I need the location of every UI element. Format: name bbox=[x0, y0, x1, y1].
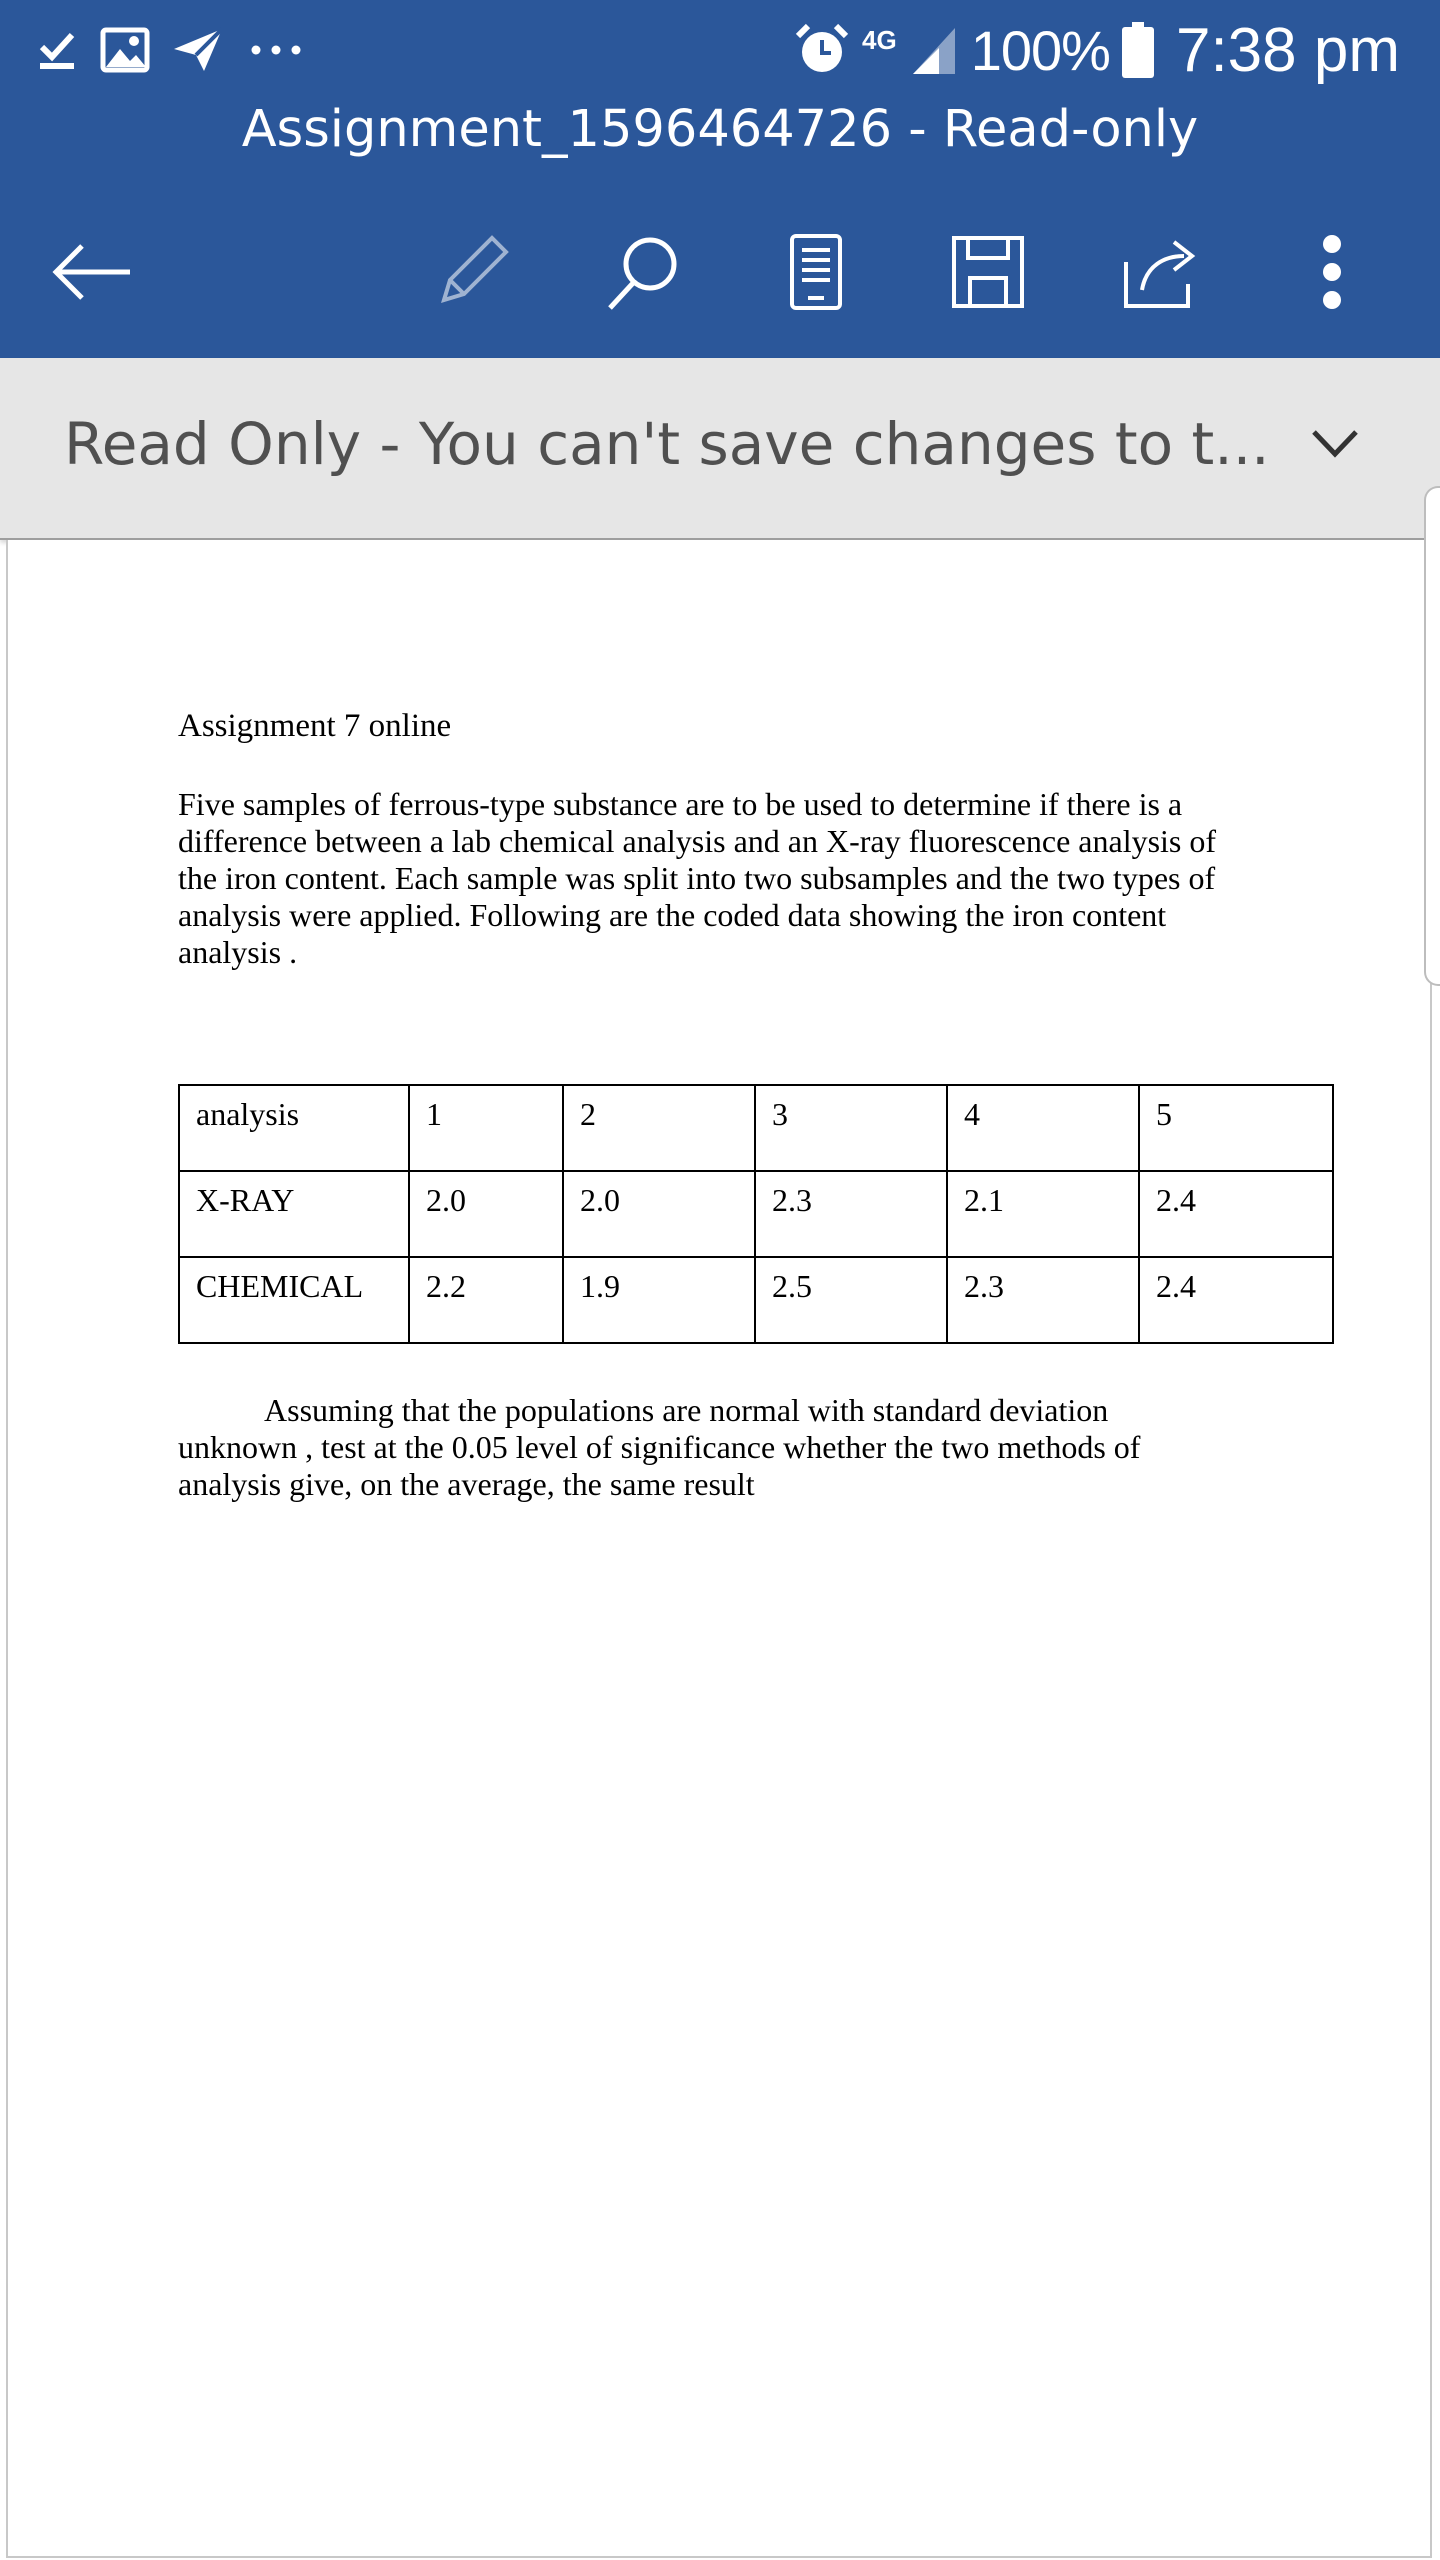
status-bar-right bbox=[794, 10, 1400, 90]
more-options-button[interactable] bbox=[1282, 222, 1382, 322]
save-button[interactable] bbox=[938, 222, 1038, 322]
table-cell: CHEMICAL bbox=[179, 1257, 409, 1343]
document-question: Assuming that the populations are normal with standard deviation unknown , test at the 0.05 level of significance whether the two methods of analysis give, on the average, the same result bbox=[178, 1392, 1141, 1502]
back-arrow-icon bbox=[50, 240, 134, 304]
table-cell: 2.3 bbox=[947, 1257, 1139, 1343]
table-row bbox=[179, 1257, 1333, 1343]
table-cell: X-RAY bbox=[179, 1171, 409, 1257]
table-cell: 2.0 bbox=[409, 1171, 563, 1257]
send-icon bbox=[172, 27, 224, 73]
mobile-view-icon bbox=[786, 232, 846, 312]
chevron-down-icon[interactable] bbox=[1300, 408, 1370, 478]
share-button[interactable] bbox=[1110, 222, 1210, 322]
more-vertical-icon bbox=[1320, 232, 1344, 312]
data-table bbox=[178, 1084, 1334, 1344]
scroll-handle[interactable] bbox=[1424, 486, 1440, 986]
document-title: Assignment_1596464726 - Read-only bbox=[241, 100, 1199, 159]
table-cell: 5 bbox=[1139, 1085, 1333, 1171]
save-icon bbox=[948, 232, 1028, 312]
table-cell: analysis bbox=[179, 1085, 409, 1171]
table-cell: 1.9 bbox=[563, 1257, 755, 1343]
table-header-row bbox=[179, 1085, 1333, 1171]
back-button[interactable] bbox=[42, 222, 142, 322]
table-cell: 2.1 bbox=[947, 1171, 1139, 1257]
edit-pencil-icon bbox=[430, 230, 514, 314]
table-cell: 2.3 bbox=[755, 1171, 947, 1257]
table-cell: 3 bbox=[755, 1085, 947, 1171]
table-cell: 4 bbox=[947, 1085, 1139, 1171]
status-bar-left bbox=[36, 18, 306, 82]
document-heading: Assignment 7 online bbox=[178, 708, 452, 744]
more-dots-icon bbox=[246, 40, 306, 60]
table-row bbox=[179, 1171, 1333, 1257]
image-icon bbox=[100, 27, 150, 73]
signal-icon bbox=[909, 24, 959, 76]
table-cell: 2.5 bbox=[755, 1257, 947, 1343]
edit-button[interactable] bbox=[422, 222, 522, 322]
read-only-banner[interactable] bbox=[0, 358, 1440, 540]
table-cell: 2.2 bbox=[409, 1257, 563, 1343]
app-header bbox=[0, 0, 1440, 358]
network-type: 4G bbox=[862, 24, 897, 55]
search-button[interactable] bbox=[592, 222, 692, 322]
battery-percent: 100% bbox=[970, 18, 1110, 82]
battery-icon bbox=[1122, 22, 1154, 78]
search-icon bbox=[600, 230, 684, 314]
clock: 7:38 pm bbox=[1175, 15, 1400, 85]
share-icon bbox=[1118, 232, 1202, 312]
table-cell: 2.4 bbox=[1139, 1257, 1333, 1343]
table-cell: 2 bbox=[563, 1085, 755, 1171]
mobile-view-button[interactable] bbox=[766, 222, 866, 322]
document-paragraph: Five samples of ferrous-type substance are to be used to determine if there is a difference between a lab chemical analysis and an X-ray fluorescence analysis of the iron content. Each sample was split into two subsamples and the two types of analysis were applied. Following are the coded data showing the iron content analysis . bbox=[178, 786, 1217, 970]
table-cell: 2.4 bbox=[1139, 1171, 1333, 1257]
table-cell: 2.0 bbox=[563, 1171, 755, 1257]
check-download-icon bbox=[36, 29, 78, 71]
table-cell: 1 bbox=[409, 1085, 563, 1171]
alarm-icon bbox=[794, 22, 850, 78]
read-only-banner-text: Read Only - You can't save changes to t... bbox=[64, 410, 1270, 478]
